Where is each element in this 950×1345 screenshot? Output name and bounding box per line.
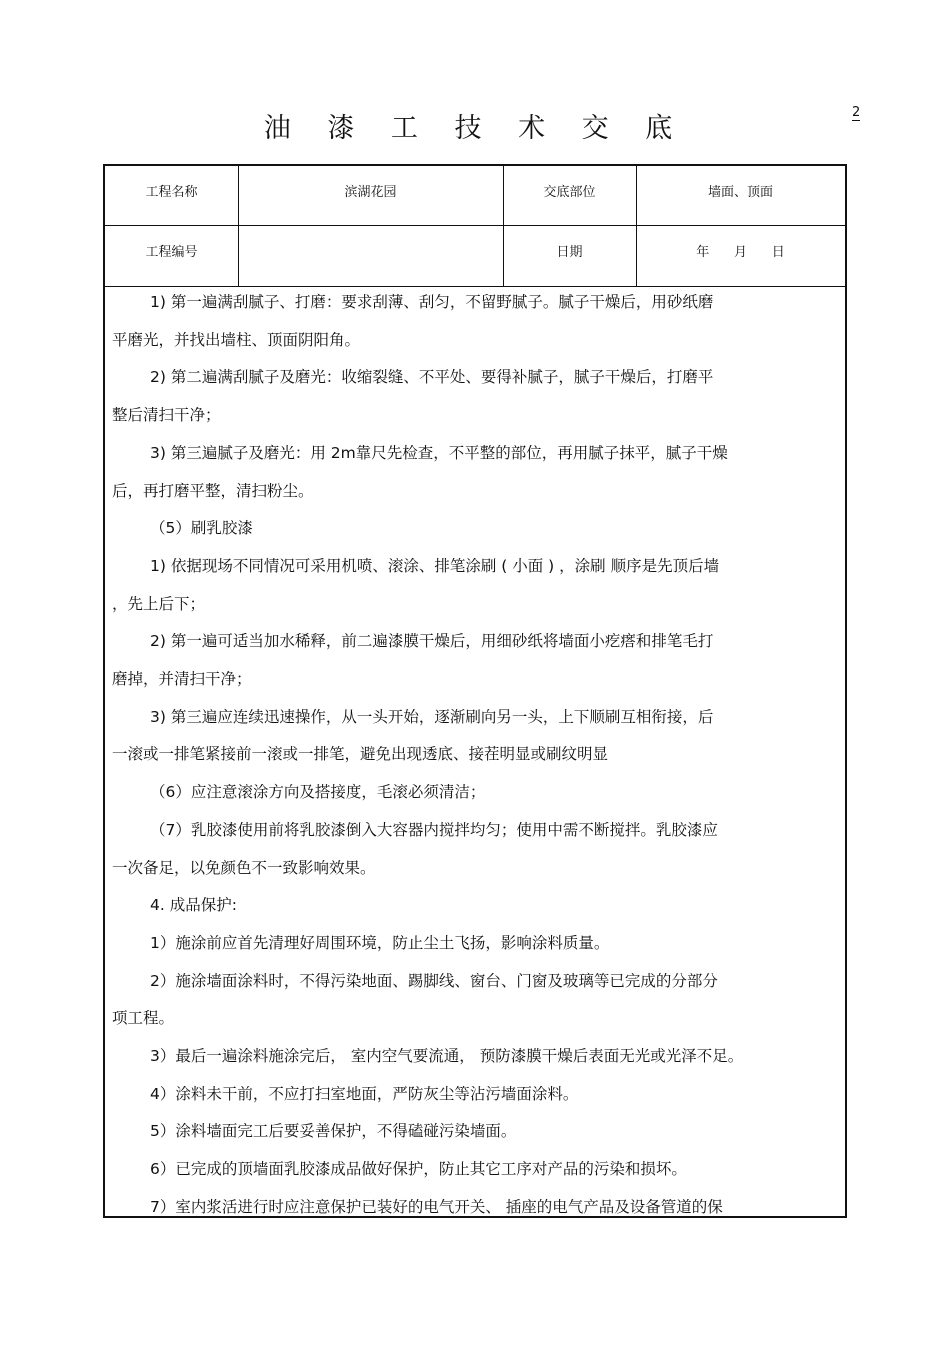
body-line: 3）最后一遍涂料施涂完后， 室内空气要流通， 预防漆膜干燥后表面无光或光泽不足。 <box>150 1047 744 1066</box>
location-label: 交底部位 <box>543 185 596 200</box>
handover-table <box>103 164 847 1218</box>
body-line: 一滚或一排笔紧接前一滚或一排笔，避免出现透底、接茬明显或刷纹明显 <box>112 745 609 764</box>
date-label: 日期 <box>556 245 583 260</box>
body-line: 6）已完成的顶墙面乳胶漆成品做好保护，防止其它工序对产品的污染和损坏。 <box>150 1160 687 1179</box>
body-line: 2) 第一遍可适当加水稀释，前二遍漆膜干燥后，用细砂纸将墙面小疙瘩和排笔毛打 <box>150 632 714 651</box>
body-line: 项工程。 <box>112 1009 175 1028</box>
col-divider-1 <box>238 166 239 286</box>
col-divider-3 <box>636 166 637 286</box>
body-line: 后，再打磨平整，清扫粉尘。 <box>112 481 314 500</box>
page-number: 2 <box>852 105 861 120</box>
body-line: ，先上后下； <box>112 594 206 613</box>
date-value: 年 月 日 <box>696 245 785 260</box>
row-divider-1 <box>105 225 845 226</box>
body-line: 2）施涂墙面涂料时，不得污染地面、踢脚线、窗台、门窗及玻璃等已完成的分部分 <box>150 971 718 990</box>
body-line: （6）应注意滚涂方向及搭接度，毛滚必须清洁； <box>150 783 486 802</box>
body-line: 1) 第一遍满刮腻子、打磨：要求刮薄、刮匀，不留野腻子。腻子干燥后，用砂纸磨 <box>150 293 714 311</box>
body-line: 一次备足，以免颜色不一致影响效果。 <box>112 858 376 877</box>
body-line: 4. 成品保护: <box>150 896 237 915</box>
body-line: 整后清扫干净； <box>112 406 221 425</box>
project-name-value: 滨湖花园 <box>344 185 397 200</box>
body-line: （5）刷乳胶漆 <box>150 519 253 538</box>
body-text <box>112 284 834 1227</box>
body-line: 4）涂料未干前，不应打扫室地面，严防灰尘等沾污墙面涂料。 <box>150 1084 579 1103</box>
document-title: 油 漆 工 技 术 交 底 <box>263 113 687 144</box>
body-line: 7）室内浆活进行时应注意保护已装好的电气开关、 插座的电气产品及设备管道的保 <box>150 1197 723 1216</box>
location-value: 墙面、顶面 <box>707 185 773 200</box>
project-no-label: 工程编号 <box>145 245 198 260</box>
body-line: 5）涂料墙面完工后要妥善保护，不得磕碰污染墙面。 <box>150 1122 517 1141</box>
project-name-label: 工程名称 <box>145 185 198 200</box>
body-line: 1）施涂前应首先清理好周围环境，防止尘土飞扬，影响涂料质量。 <box>150 933 610 952</box>
body-line: 磨掉，并清扫干净； <box>112 670 252 689</box>
body-line: （7）乳胶漆使用前将乳胶漆倒入大容器内搅拌均匀；使用中需不断搅拌。乳胶漆应 <box>150 820 718 839</box>
body-line: 平磨光，并找出墙柱、顶面阴阳角。 <box>112 330 361 349</box>
body-line: 1) 依据现场不同情况可采用机喷、滚涂、排笔涂刷 ( 小面 ) ，涂刷 顺序是先顶后墙 <box>150 556 720 575</box>
body-line: 3) 第三遍腻子及磨光：用 2m靠尺先检查，不平整的部位，再用腻子抹平，腻子干燥 <box>150 443 728 462</box>
body-line: 2) 第二遍满刮腻子及磨光：收缩裂缝、不平处、要得补腻子，腻子干燥后，打磨平 <box>150 368 714 387</box>
body-line: 3) 第三遍应连续迅速操作，从一头开始，逐渐刷向另一头，上下顺刷互相衔接，后 <box>150 707 714 726</box>
col-divider-2 <box>503 166 504 286</box>
